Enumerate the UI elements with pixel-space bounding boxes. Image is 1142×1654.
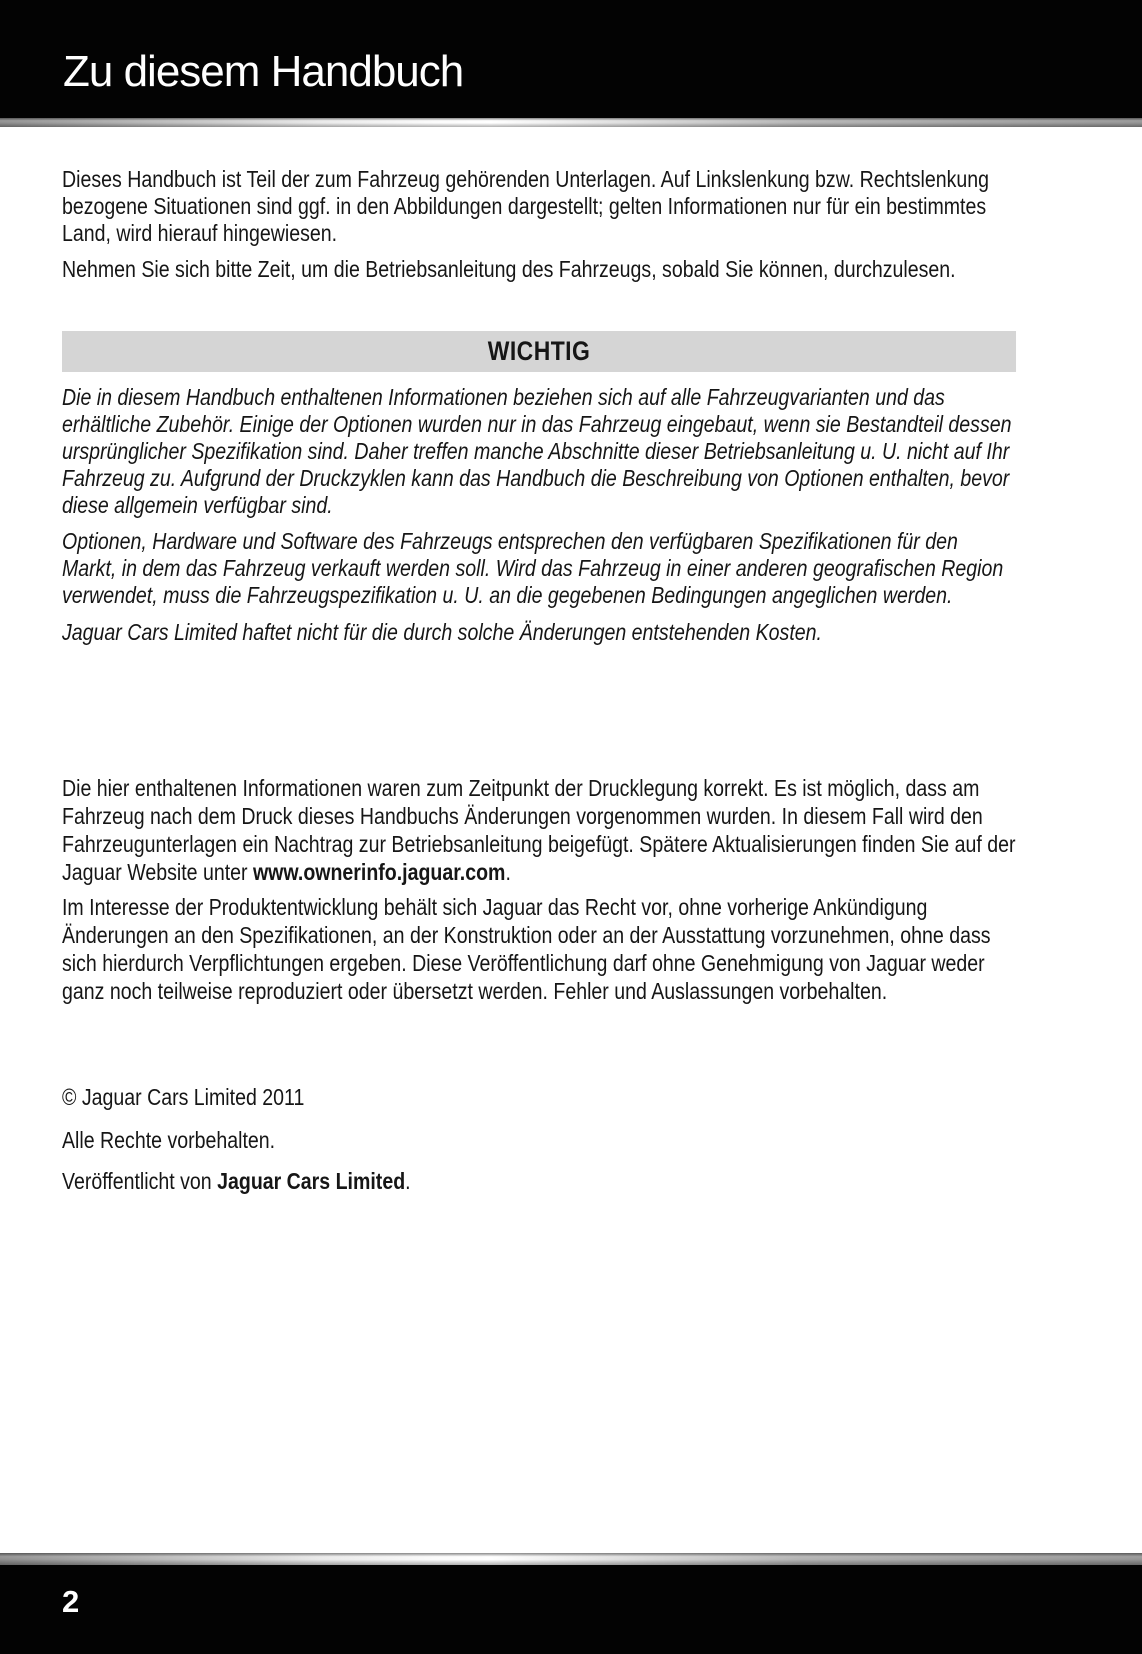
publisher-name: Jaguar Cars Limited <box>217 1168 406 1194</box>
footer-metallic-divider <box>0 1553 1142 1565</box>
important-paragraph-3: Jaguar Cars Limited haftet nicht für die durch solche Änderungen entstehenden Kosten. <box>62 619 822 645</box>
intro-paragraph-1: Dieses Handbuch ist Teil der zum Fahrzeug gehörenden Unterlagen. Auf Linkslenkung bzw. Rechtslenkung bezogene Situationen sind ggf. in den Abbildungen dargestellt; gelten Informationen nur für ein bestimmtes Land, wird hierauf hingewiesen. <box>62 166 989 246</box>
important-box <box>62 331 1016 372</box>
notice-paragraph-1 <box>62 774 1016 886</box>
publisher-line-period: . <box>405 1168 411 1194</box>
page-body <box>62 126 1016 1195</box>
notice-paragraph-1-text: Die hier enthaltenen Informationen waren zum Zeitpunkt der Drucklegung korrekt. Es ist möglich, dass am Fahrzeug nach dem Druck dieses Handbuchs Änderungen vorgenommen wurden. In diesem Fall wird den Fahrzeugunterlagen ein Nachtrag zur Betriebsanleitung beigefügt. Spätere Aktualisierungen finden Sie auf der Jaguar Website unter <box>62 775 1016 885</box>
important-box-title: WICHTIG <box>487 336 591 366</box>
publisher-line-prefix: Veröffentlicht von <box>62 1168 218 1194</box>
page-title: Zu diesem Handbuch <box>63 47 464 96</box>
owner-info-url: www.ownerinfo.jaguar.com <box>252 859 506 885</box>
notice-paragraph-2: Im Interesse der Produktentwicklung behält sich Jaguar das Recht vor, ohne vorherige Ankündigung Änderungen an den Spezifikationen, an der Konstruktion oder an der Ausstattung vorzunehmen, ohne dass sich hierdurch Verpflichtungen ergeben. Diese Veröffentlichung darf ohne Genehmigung von Jaguar weder ganz noch teilweise reproduziert oder übersetzt werden. Fehler und Auslassungen vorbehalten. <box>62 894 991 1004</box>
rights-reserved-line: Alle Rechte vorbehalten. <box>62 1127 276 1153</box>
page-number: 2 <box>62 1584 80 1619</box>
important-paragraph-2: Optionen, Hardware und Software des Fahrzeugs entsprechen den verfügbaren Spezifikationen für den Markt, in dem das Fahrzeug verkauft werden soll. Wird das Fahrzeug in einer anderen geografischen Region verwendet, muss die Fahrzeugspezifikation u. U. an die gegebenen Bedingungen angeglichen werden. <box>62 528 1004 608</box>
page-footer-band <box>0 1565 1142 1654</box>
notice-paragraph-1-period: . <box>505 859 511 885</box>
copyright-line: © Jaguar Cars Limited 2011 <box>62 1084 305 1110</box>
page-header-band <box>0 0 1142 118</box>
intro-paragraph-2: Nehmen Sie sich bitte Zeit, um die Betriebsanleitung des Fahrzeugs, sobald Sie können, durchzulesen. <box>62 256 956 282</box>
important-paragraph-1: Die in diesem Handbuch enthaltenen Informationen beziehen sich auf alle Fahrzeugvarianten und das erhältliche Zubehör. Einige der Optionen wurden nur in das Fahrzeug eingebaut, wenn sie Bestandteil dessen ursprünglicher Spezifikation sind. Daher treffen manche Abschnitte dieser Betriebsanleitung u. U. nicht auf Ihr Fahrzeug zu. Aufgrund der Druckzyklen kann das Handbuch die Beschreibung von Optionen enthalten, bevor diese allgemein verfügbar sind. <box>62 384 1012 518</box>
publisher-line <box>62 1167 1016 1195</box>
